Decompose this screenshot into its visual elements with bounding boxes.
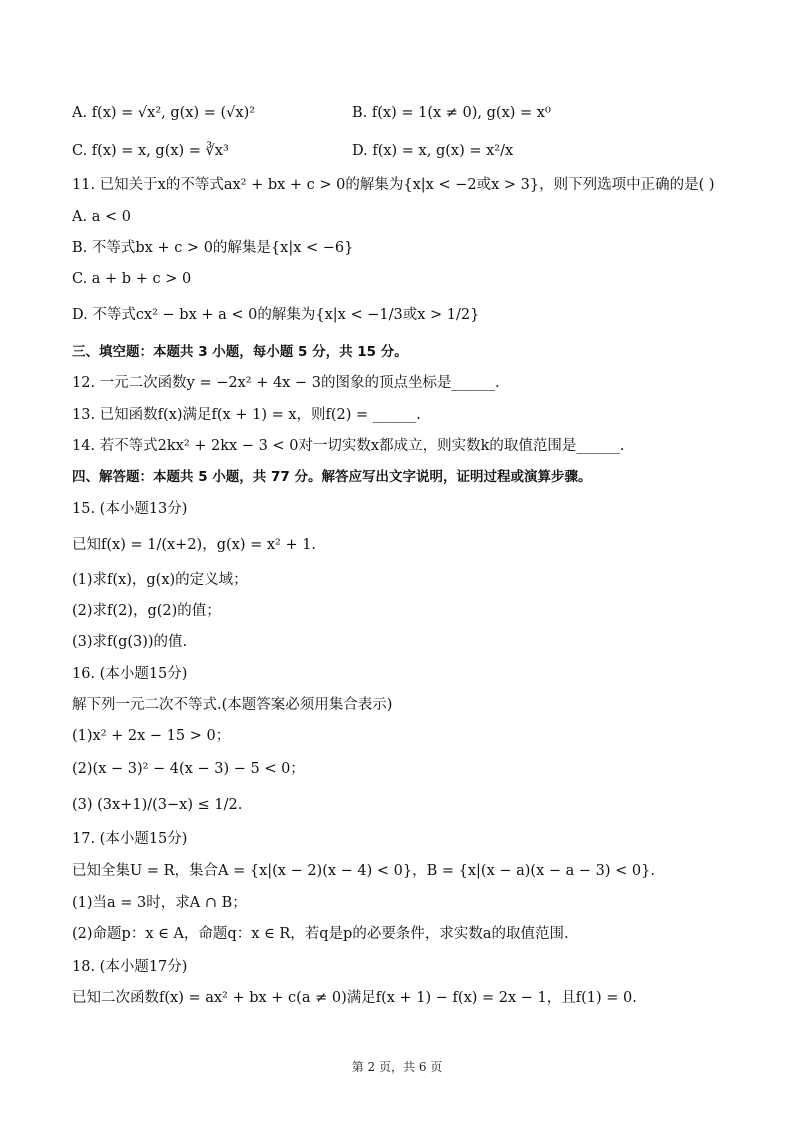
question-16-stem: 解下列一元二次不等式.(本题答案必须用集合表示): [72, 697, 393, 713]
question-15-part1: (1)求f(x)，g(x)的定义域；: [72, 572, 248, 588]
option-10a: A. f(x) = √x², g(x) = (√x)²: [72, 105, 256, 121]
question-18-header: 18. (本小题17分): [72, 959, 188, 975]
option-10d: D. f(x) = x, g(x) = x²/x: [352, 143, 514, 159]
question-15-part3: (3)求f(g(3))的值.: [72, 634, 188, 650]
question-17-header: 17. (本小题15分): [72, 831, 188, 847]
question-17-part2: (2)命题p：x ∈ A，命题q：x ∈ R，若q是p的必要条件，求实数a的取值范围.: [72, 926, 569, 942]
option-11d: D. 不等式cx² − bx + a < 0的解集为{x|x < −1/3或x > 1/2}: [72, 307, 480, 323]
question-16-part3: (3) (3x+1)/(3−x) ≤ 1/2.: [72, 797, 243, 813]
question-12: 12. 一元二次函数y = −2x² + 4x − 3的图象的顶点坐标是______.: [72, 375, 500, 391]
page-footer: 第 2 页，共 6 页: [351, 1060, 443, 1074]
option-11b: B. 不等式bx + c > 0的解集是{x|x < −6}: [72, 240, 354, 256]
question-15-part2: (2)求f(2)，g(2)的值；: [72, 603, 221, 619]
question-16-part2: (2)(x − 3)² − 4(x − 3) − 5 < 0；: [72, 761, 305, 777]
question-16-header: 16. (本小题15分): [72, 666, 188, 682]
question-15-stem: 已知f(x) = 1/(x+2)，g(x) = x² + 1.: [72, 537, 317, 553]
question-17-part1: (1)当a = 3时，求A ∩ B；: [72, 895, 247, 911]
question-18-stem: 已知二次函数f(x) = ax² + bx + c(a ≠ 0)满足f(x + 1) − f(x) = 2x − 1，且f(1) = 0.: [72, 990, 637, 1006]
option-10b: B. f(x) = 1(x ≠ 0), g(x) = x⁰: [352, 105, 551, 121]
option-11c: C. a + b + c > 0: [72, 271, 192, 287]
question-11: 11. 已知关于x的不等式ax² + bx + c > 0的解集为{x|x < −2或x > 3}，则下列选项中正确的是( ): [72, 177, 715, 193]
question-14: 14. 若不等式2kx² + 2kx − 3 < 0对一切实数x都成立，则实数k的取值范围是______.: [72, 438, 625, 454]
option-10c: C. f(x) = x, g(x) = ∛x³: [72, 143, 229, 159]
section-answer: 四、解答题：本题共 5 小题，共 77 分。解答应写出文字说明，证明过程或演算步骤。: [72, 469, 592, 485]
question-16-part1: (1)x² + 2x − 15 > 0；: [72, 728, 231, 744]
question-15-header: 15. (本小题13分): [72, 501, 188, 517]
question-13: 13. 已知函数f(x)满足f(x + 1) = x，则f(2) = ______.: [72, 407, 421, 423]
question-17-stem: 已知全集U = R，集合A = {x|(x − 2)(x − 4) < 0}，B = {x|(x − a)(x − a − 3) < 0}.: [72, 863, 655, 879]
section-fill-in: 三、填空题：本题共 3 小题，每小题 5 分，共 15 分。: [72, 344, 408, 360]
option-11a: A. a < 0: [72, 209, 131, 225]
